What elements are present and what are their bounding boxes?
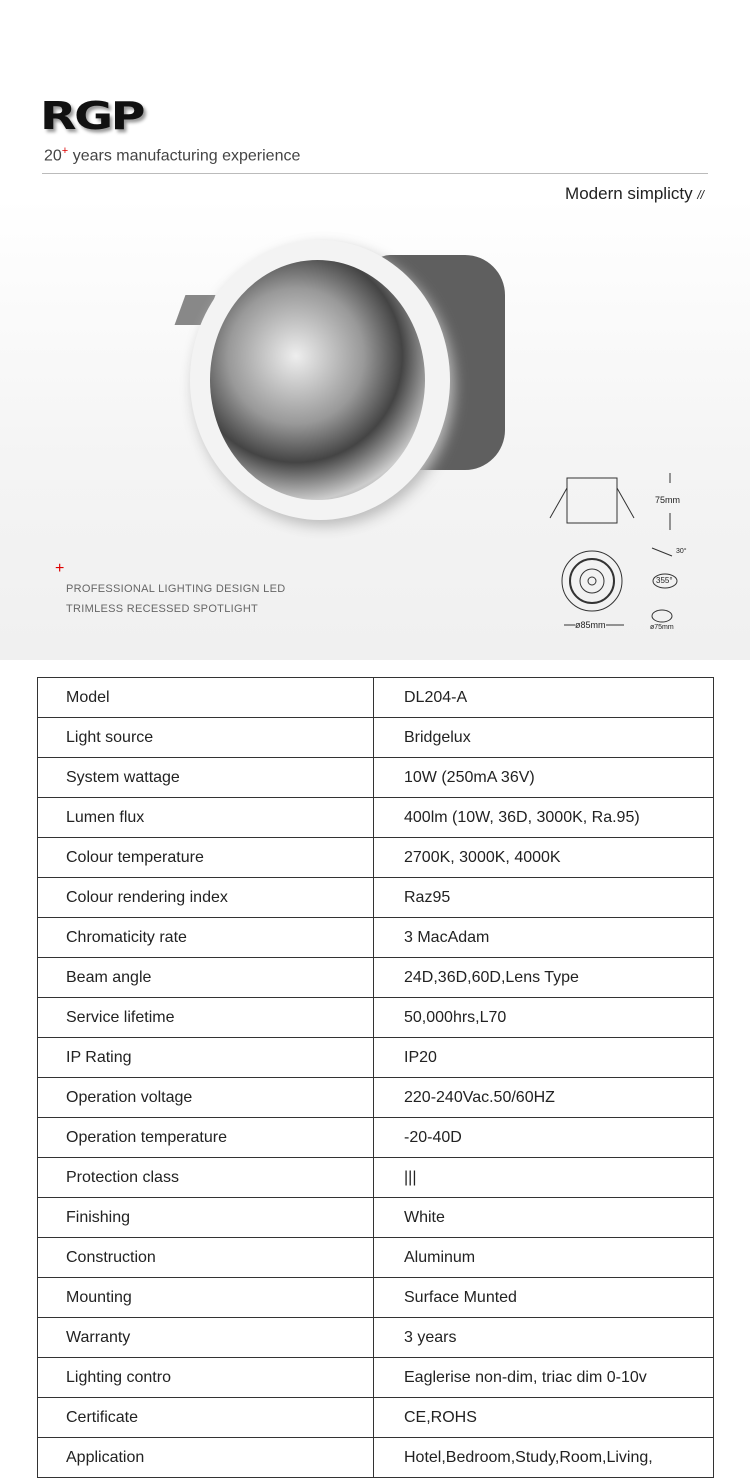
- table-row: [38, 1038, 714, 1078]
- spec-label: IP Rating: [38, 1038, 374, 1078]
- tagline-text: years manufacturing experience: [72, 147, 301, 165]
- spec-value: Raz95: [374, 878, 714, 918]
- diameter-label: ø85mm: [575, 620, 606, 630]
- red-plus-icon: +: [55, 560, 65, 577]
- spec-value: White: [374, 1198, 714, 1238]
- table-row: [38, 918, 714, 958]
- hero-banner: [0, 0, 750, 660]
- divider: [42, 173, 708, 174]
- spec-label: Light source: [38, 718, 374, 758]
- spec-label: Chromaticity rate: [38, 918, 374, 958]
- spec-label: Model: [38, 678, 374, 718]
- table-row: [38, 838, 714, 878]
- dimension-diagram: [540, 468, 710, 638]
- spec-value: 3 years: [374, 1318, 714, 1358]
- table-row: [38, 678, 714, 718]
- spec-value: IP20: [374, 1038, 714, 1078]
- spec-value: 50,000hrs,L70: [374, 998, 714, 1038]
- spec-label: Application: [38, 1438, 374, 1478]
- table-row: [38, 718, 714, 758]
- spec-table: [37, 677, 714, 1478]
- table-row: [38, 1118, 714, 1158]
- spec-label: Certificate: [38, 1398, 374, 1438]
- spec-label: Beam angle: [38, 958, 374, 998]
- spec-label: System wattage: [38, 758, 374, 798]
- spec-value: Eaglerise non-dim, triac dim 0-10v: [374, 1358, 714, 1398]
- spec-label: Service lifetime: [38, 998, 374, 1038]
- table-row: [38, 1238, 714, 1278]
- table-row: [38, 1278, 714, 1318]
- spec-label: Colour rendering index: [38, 878, 374, 918]
- spec-value: Hotel,Bedroom,Study,Room,Living,: [374, 1438, 714, 1478]
- spec-label: Mounting: [38, 1278, 374, 1318]
- hero-line-1: PROFESSIONAL LIGHTING DESIGN LED: [66, 583, 286, 595]
- table-row: [38, 1198, 714, 1238]
- brand-logo: RGP: [40, 94, 143, 138]
- spec-label: Warranty: [38, 1318, 374, 1358]
- slogan-text: Modern simplicty: [565, 184, 693, 203]
- reflector: [210, 260, 425, 500]
- slogan: [565, 184, 704, 204]
- tilt-label: 30°: [676, 548, 687, 555]
- spec-value: 10W (250mA 36V): [374, 758, 714, 798]
- spec-label: Construction: [38, 1238, 374, 1278]
- table-row: [38, 998, 714, 1038]
- spec-label: Finishing: [38, 1198, 374, 1238]
- hero-line-2: TRIMLESS RECESSED SPOTLIGHT: [66, 603, 259, 615]
- rotation-label: 355°: [656, 576, 673, 585]
- spec-value: Aluminum: [374, 1238, 714, 1278]
- slogan-mark: //: [697, 188, 704, 202]
- spec-label: Operation voltage: [38, 1078, 374, 1118]
- spec-value: Surface Munted: [374, 1278, 714, 1318]
- plus-mark: +: [61, 145, 69, 157]
- table-row: [38, 798, 714, 838]
- table-row: [38, 1318, 714, 1358]
- spec-value: |||: [374, 1158, 714, 1198]
- table-row: [38, 1158, 714, 1198]
- spec-value: DL204-A: [374, 678, 714, 718]
- product-image: [170, 230, 530, 530]
- table-row: [38, 758, 714, 798]
- spec-value: Bridgelux: [374, 718, 714, 758]
- spec-label: Protection class: [38, 1158, 374, 1198]
- cutout-label: ø75mm: [650, 624, 674, 631]
- spec-label: Lumen flux: [38, 798, 374, 838]
- spec-value: 400lm (10W, 36D, 3000K, Ra.95): [374, 798, 714, 838]
- spec-label: Operation temperature: [38, 1118, 374, 1158]
- spec-label: Lighting contro: [38, 1358, 374, 1398]
- spec-value: 220-240Vac.50/60HZ: [374, 1078, 714, 1118]
- spec-value: 2700K, 3000K, 4000K: [374, 838, 714, 878]
- spec-value: CE,ROHS: [374, 1398, 714, 1438]
- table-row: [38, 878, 714, 918]
- tagline: [44, 145, 300, 165]
- years-count: 20: [44, 147, 62, 165]
- table-row: [38, 1358, 714, 1398]
- table-row: [38, 1398, 714, 1438]
- table-row: [38, 958, 714, 998]
- spec-value: 3 MacAdam: [374, 918, 714, 958]
- spec-value: -20-40D: [374, 1118, 714, 1158]
- spec-label: Colour temperature: [38, 838, 374, 878]
- table-row: [38, 1438, 714, 1478]
- height-label: 75mm: [655, 495, 681, 505]
- table-row: [38, 1078, 714, 1118]
- spec-value: 24D,36D,60D,Lens Type: [374, 958, 714, 998]
